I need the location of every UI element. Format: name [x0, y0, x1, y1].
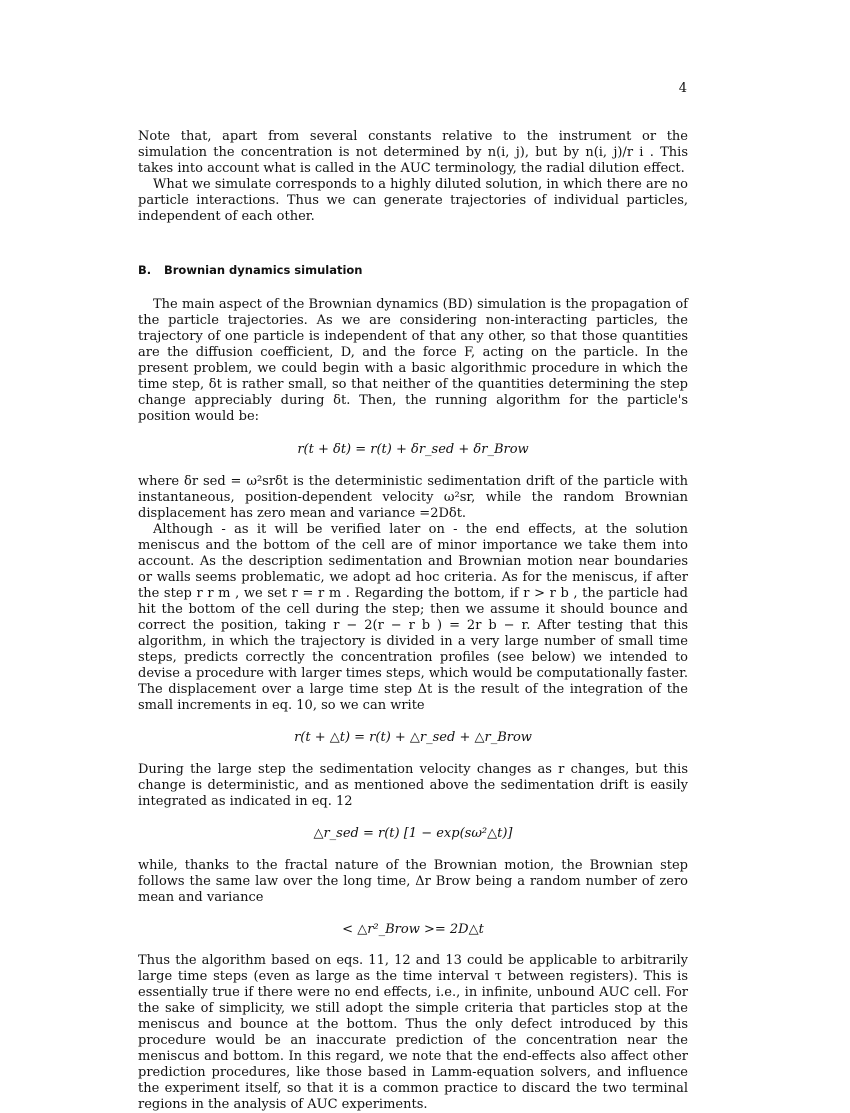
section-title: Brownian dynamics simulation — [164, 263, 363, 277]
page-number: 4 — [678, 81, 687, 96]
paragraph-diluted-solution: What we simulate corresponds to a highly diluted solution, in which there are no particle interactions. Thus we can generate trajectories of individual particles, independent of each other. — [138, 177, 688, 224]
intro-block — [138, 129, 688, 225]
paragraph-algorithm-summary: Thus the algorithm based on eqs. 11, 12 and 13 could be applicable to arbitrarily large time steps (even as large as the time interval τ between registers). This is essentially true if there were no end effects, i.e., in infinite, unbound AUC cell. For the sake of simplicity, we still adopt the simple criteria that particles stop at the meniscus and bounce at the bottom. Thus the only defect introduced by this procedure would be an inaccurate prediction of the concentration near the meniscus and bottom. In this regard, we note that the end-effects also affect other prediction procedures, like those based in Lamm-equation solvers, and influence the experiment itself, so that it is a common practice to discard the two terminal regions in the analysis of AUC experiments. — [138, 953, 688, 1112]
paragraph-bd-simulation: The main aspect of the Brownian dynamics (BD) simulation is the propagation of the particle trajectories. As we are considering non-interacting particles, the trajectory of one particle is independent of that any other, so that those quantities are the diffusion coefficient, D, and the force F, acting on the particle. In the present problem, we could begin with a basic algorithmic procedure in which the time step, δt is rather small, so that neither of the quantities determining the step change appreciably during δt. Then, the running algorithm for the particle's position would be: — [138, 297, 688, 424]
paragraph-end-effects: Although - as it will be verified later on - the end effects, at the solution meniscus and the bottom of the cell are of minor importance we take them into account. As the description sedimentation and Brownian motion near boundaries or walls seems problematic, we adopt ad hoc criteria. As for the meniscus, if after the step r r m , we set r = r m . Regarding the bottom, if r > r b , the particle had hit the bottom of the cell during the step; then we assume it should bounce and correct the position, taking r − 2(r − r b ) = 2r b − r. After testing that this algorithm, in which the trajectory is divided in a very large number of small time steps, predicts correctly the concentration profiles (see below) we intended to devise a procedure with larger times steps, which would be computationally faster. The displacement over a large time step Δt is the result of the integration of the small increments in eq. 10, so we can write — [138, 522, 688, 713]
equation-12: △r_sed = r(t) [1 − exp(sω²△t)] — [313, 826, 513, 841]
section-number: B. — [138, 263, 152, 277]
equation-11: r(t + △t) = r(t) + △r_sed + △r_Brow — [294, 730, 532, 745]
paragraph-radial-dilution: Note that, apart from several constants relative to the instrument or the simulation the concentration is not determined by n(i, j), but by n(i, j)/r i . This takes into account what is called in the AUC terminology, the radial dilution effect. — [138, 129, 688, 176]
paragraph-sedimentation-drift: where δr sed = ω²srδt is the deterministic sedimentation drift of the particle with instantaneous, position-dependent velocity ω²sr, while the random Brownian displacement has zero mean and variance =2Dδt. — [138, 474, 688, 521]
equation-10: r(t + δt) = r(t) + δr_sed + δr_Brow — [297, 442, 529, 457]
equation-13: < △r²_Brow >= 2D△t — [342, 922, 484, 937]
paragraph-brownian-step: while, thanks to the fractal nature of the Brownian motion, the Brownian step follows the same law over the long time, Δr Brow being a random number of zero mean and variance — [138, 858, 688, 905]
section-heading — [138, 262, 363, 278]
paragraph-large-step: During the large step the sedimentation velocity changes as r changes, but this change is deterministic, and as mentioned above the sedimentation drift is easily integrated as indicated in eq. 12 — [138, 762, 688, 809]
body-block — [138, 297, 688, 1113]
